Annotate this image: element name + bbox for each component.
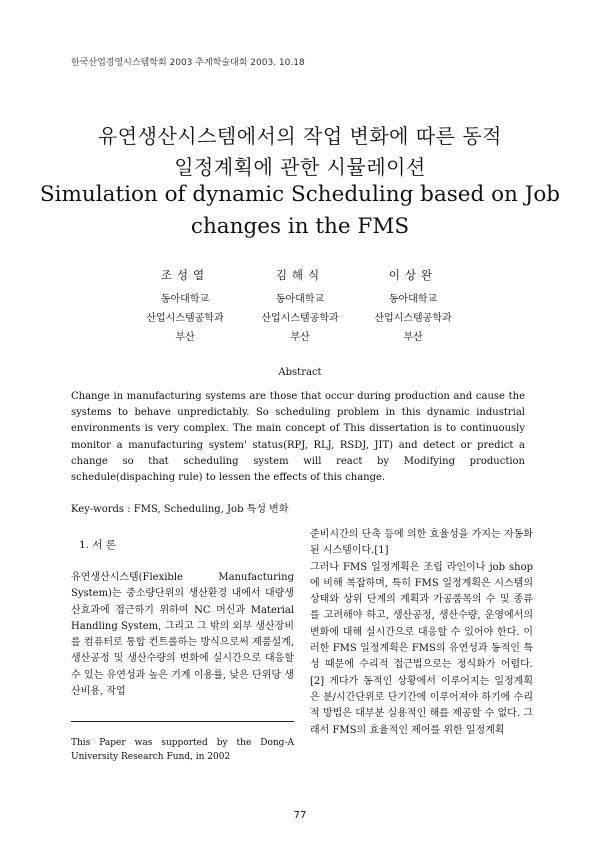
author-name: 김해식 [275,268,325,282]
author-university: 동아대학교 [160,294,210,305]
author-department: 산업시스템공학과 [146,313,224,324]
keywords: Key-words : FMS, Scheduling, Job 특성 변화 [71,504,289,515]
page-number: 77 [293,810,307,821]
author-block [125,266,245,347]
author-city: 부산 [175,332,195,343]
footnote-divider [71,721,294,722]
title-korean-line1: 유연생산시스템에서의 작업 변화에 따른 동적 [97,124,502,148]
author-university: 동아대학교 [388,294,438,305]
author-block [240,266,360,347]
footnote: This Paper was supported by the Dong-A University Research Fund, in 2002 [71,738,294,762]
right-paragraph-1: 준비시간의 단축 등에 의한 효율성을 가지는 자동화된 시스템이다.[1] [310,529,533,557]
abstract-heading: Abstract [278,367,322,378]
author-department: 산업시스템공학과 [374,313,452,324]
left-column-body: 유연생산시스템(Flexible Manufacturing System)는 중소량단위의 생산환경 내에서 대량생산효과에 접근하기 위하여 NC 머신과 Material Handling System, 그리고 그 밖의 외부 생산장비를 컴퓨터로 통합 컨트롤하는 방식으로써 제품설계, 생산공정 및 생산수량의 변화에 실시간으로 대응할 수 있는 유연성과 높은 기계 이용률, 낮은 단위당 생산비용, 작업 [71,572,294,698]
author-name: 조성열 [160,268,210,282]
right-paragraph-2: 그러나 FMS 일정계획은 조립 라인이나 job shop에 비해 복잡하며, 특히 FMS 일정계획은 시스템의 상태와 상위 단계의 계획과 가공품목의 수 및 종류를 고려해야 하고, 생산공정, 생산수량, 운영에서의 변화에 대해 실시간으로 대응할 수 있어야 한다. 이러한 FMS 일정계획은 FMS의 유연성과 동적인 특성 때문에 수리적 접근법으로는 정식화가 어렵다.[2] 게다가 동적인 상황에서 이루어지는 일정계획은 분/시간단위로 단기간에 이루어져야 하기에 수리적 방법은 대부분 실용적인 해를 제공할 수 없다. 그래서 FMS의 효율적인 제어를 위한 일정계획 [310,561,533,736]
title-korean-line2: 일정계획에 관한 시뮬레이션 [174,155,426,179]
author-city: 부산 [290,332,310,343]
author-name: 이상완 [388,268,438,282]
title-english-line1: Simulation of dynamic Scheduling based on Job [39,182,561,207]
author-department: 산업시스템공학과 [261,313,339,324]
right-column-body [310,527,533,739]
author-block [353,266,473,347]
section-heading: 1. 서 론 [79,539,116,551]
author-city: 부산 [403,332,423,343]
title-english-line2: changes in the FMS [190,214,410,239]
author-university: 동아대학교 [275,294,325,305]
abstract-body: Change in manufacturing systems are those that occur during production and cause the systems to behave unpredictably. So scheduling problem in this dynamic industrial environments is very complex. The main concept of This dissertation is to continuously monitor a manufacturing system' status(RPJ, RLJ, RSDJ, JIT) and detect or predict a change so that scheduling system will react by Modifying production schedule(dispaching rule) to lessen the effects of this change. [71,391,525,484]
conference-header: 한국산업경영시스템학회 2003 추계학술대회 2003. 10.18 [71,58,305,68]
